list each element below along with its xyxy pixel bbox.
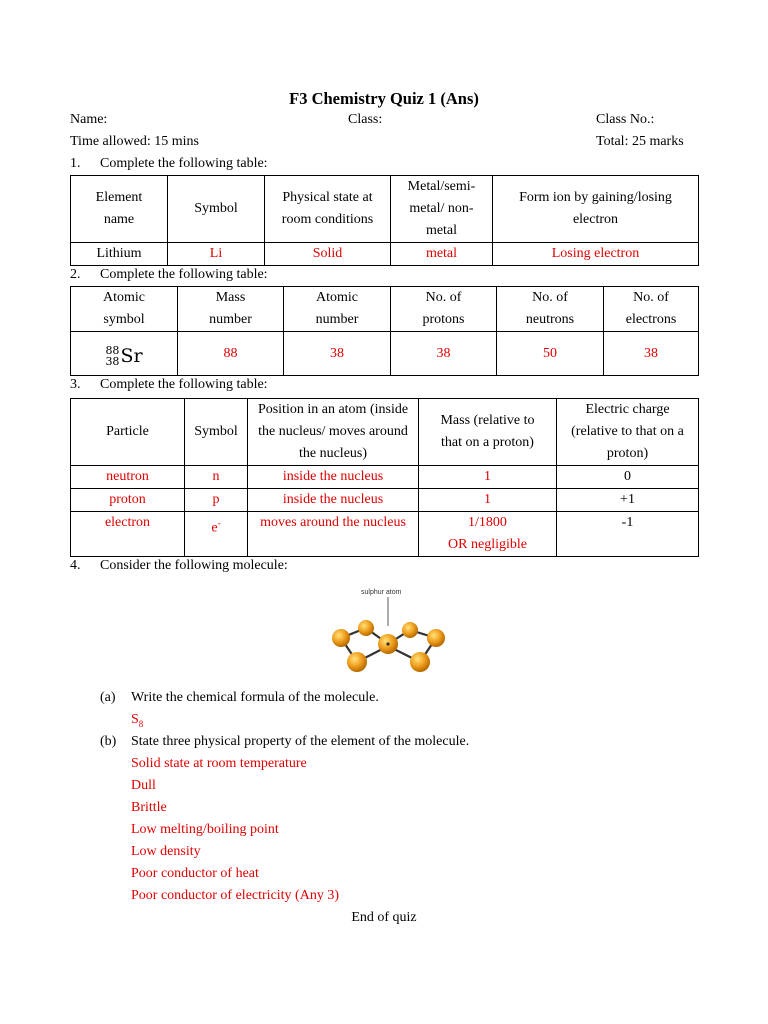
q4a-label: (a): [100, 690, 116, 705]
q2-header-mass-number: Mass number: [178, 287, 284, 332]
q3-header-position: Position in an atom (inside the nucleus/ moves around the nucleus): [248, 399, 419, 466]
sulphur-atoms: [332, 620, 445, 672]
q2-table: [70, 286, 699, 376]
q3-position-neutron: inside the nucleus: [248, 466, 419, 489]
q2-header-atomic-number: Atomic number: [284, 287, 391, 332]
q3-symbol-electron: [185, 512, 248, 557]
q3-header-symbol: Symbol: [185, 399, 248, 466]
q4a-prompt: Write the chemical formula of the molecule.: [131, 690, 379, 705]
q3-charge-electron: -1: [557, 512, 699, 557]
electron-symbol-charge: -: [217, 518, 221, 528]
q4-prompt: Consider the following molecule:: [100, 558, 288, 573]
q1-header-metal: Metal/semi-metal/ non-metal: [391, 176, 493, 243]
q1-cell-element: Lithium: [71, 243, 168, 266]
table-row: [71, 512, 699, 557]
isotope-atomic-number: 38: [105, 355, 120, 368]
q4-number: 4.: [70, 558, 81, 573]
q1-answer-state: Solid: [265, 243, 391, 266]
q2-header-atomic-symbol: Atomic symbol: [71, 287, 178, 332]
q1-answer-ion: Losing electron: [493, 243, 699, 266]
q3-header-particle: Particle: [71, 399, 185, 466]
q4b-label: (b): [100, 734, 117, 749]
q2-header-electrons: No. of electrons: [604, 287, 699, 332]
isotope-element: Sr: [120, 345, 143, 367]
q3-charge-neutron: 0: [557, 466, 699, 489]
q1-prompt: Complete the following table:: [100, 156, 268, 171]
q3-mass-neutron: 1: [419, 466, 557, 489]
q3-header-mass: Mass (relative to that on a proton): [419, 399, 557, 466]
q3-prompt: Complete the following table:: [100, 377, 268, 392]
q2-answer-electrons: 38: [604, 332, 699, 376]
q4a-answer-symbol: S: [131, 712, 139, 727]
q2-answer-atomic: 38: [284, 332, 391, 376]
q2-header-protons: No. of protons: [391, 287, 497, 332]
q1-header-ion: Form ion by gaining/losing electron: [493, 176, 699, 243]
q3-position-proton: inside the nucleus: [248, 489, 419, 512]
q4a-answer: [131, 712, 143, 729]
time-allowed: Time allowed: 15 mins: [70, 134, 199, 149]
total-marks: Total: 25 marks: [596, 134, 684, 149]
q3-symbol-neutron: n: [185, 466, 248, 489]
q2-answer-mass: 88: [178, 332, 284, 376]
isotope-mass-number: 88: [105, 344, 120, 357]
sulphur-molecule-figure: [320, 586, 455, 678]
q2-isotope-symbol: [71, 332, 178, 376]
q4b-answer-3: Brittle: [131, 800, 167, 815]
q3-charge-proton: +1: [557, 489, 699, 512]
q3-symbol-proton: p: [185, 489, 248, 512]
q2-header-neutrons: No. of neutrons: [497, 287, 604, 332]
q4a-answer-subscript: 8: [138, 718, 144, 729]
q1-header-state: Physical state at room conditions: [265, 176, 391, 243]
q4b-answer-4: Low melting/boiling point: [131, 822, 279, 837]
q3-position-electron: moves around the nucleus: [248, 512, 419, 557]
q1-answer-metal: metal: [391, 243, 493, 266]
q4b-prompt: State three physical property of the element of the molecule.: [131, 734, 470, 749]
q4b-answer-2: Dull: [131, 778, 156, 793]
q1-header-element: Element name: [71, 176, 168, 243]
q3-number: 3.: [70, 377, 81, 392]
q3-mass-proton: 1: [419, 489, 557, 512]
q1-header-symbol: Symbol: [168, 176, 265, 243]
class-label: Class:: [348, 112, 383, 127]
table-row: [71, 466, 699, 489]
q2-answer-protons: 38: [391, 332, 497, 376]
q1-answer-symbol: Li: [168, 243, 265, 266]
class-no-label: Class No.:: [596, 112, 655, 127]
name-label: Name:: [70, 112, 108, 127]
q3-header-charge: Electric charge (relative to that on a proton): [557, 399, 699, 466]
end-of-quiz: End of quiz: [351, 910, 417, 925]
q4b-answer-7: Poor conductor of electricity (Any 3): [131, 888, 339, 903]
q2-number: 2.: [70, 267, 81, 282]
q4b-answer-6: Poor conductor of heat: [131, 866, 259, 881]
q3-particle-proton: proton: [71, 489, 185, 512]
q4b-answer-1: Solid state at room temperature: [131, 756, 307, 771]
sulphur-atom-label: sulphur atom: [361, 589, 402, 596]
q3-mass-electron-value: 1/1800: [468, 515, 507, 530]
q2-answer-neutrons: 50: [497, 332, 604, 376]
q3-mass-electron: [419, 512, 557, 557]
q3-mass-electron-alt: OR negligible: [448, 537, 527, 552]
q4b-answer-5: Low density: [131, 844, 201, 859]
q2-prompt: Complete the following table:: [100, 267, 268, 282]
q1-number: 1.: [70, 156, 81, 171]
q3-table: [70, 398, 699, 557]
page-title: F3 Chemistry Quiz 1 (Ans): [289, 89, 479, 108]
table-row: [71, 489, 699, 512]
q3-particle-neutron: neutron: [71, 466, 185, 489]
q1-table: [70, 175, 699, 266]
q3-particle-electron: electron: [71, 512, 185, 557]
electron-symbol: e: [211, 520, 218, 536]
